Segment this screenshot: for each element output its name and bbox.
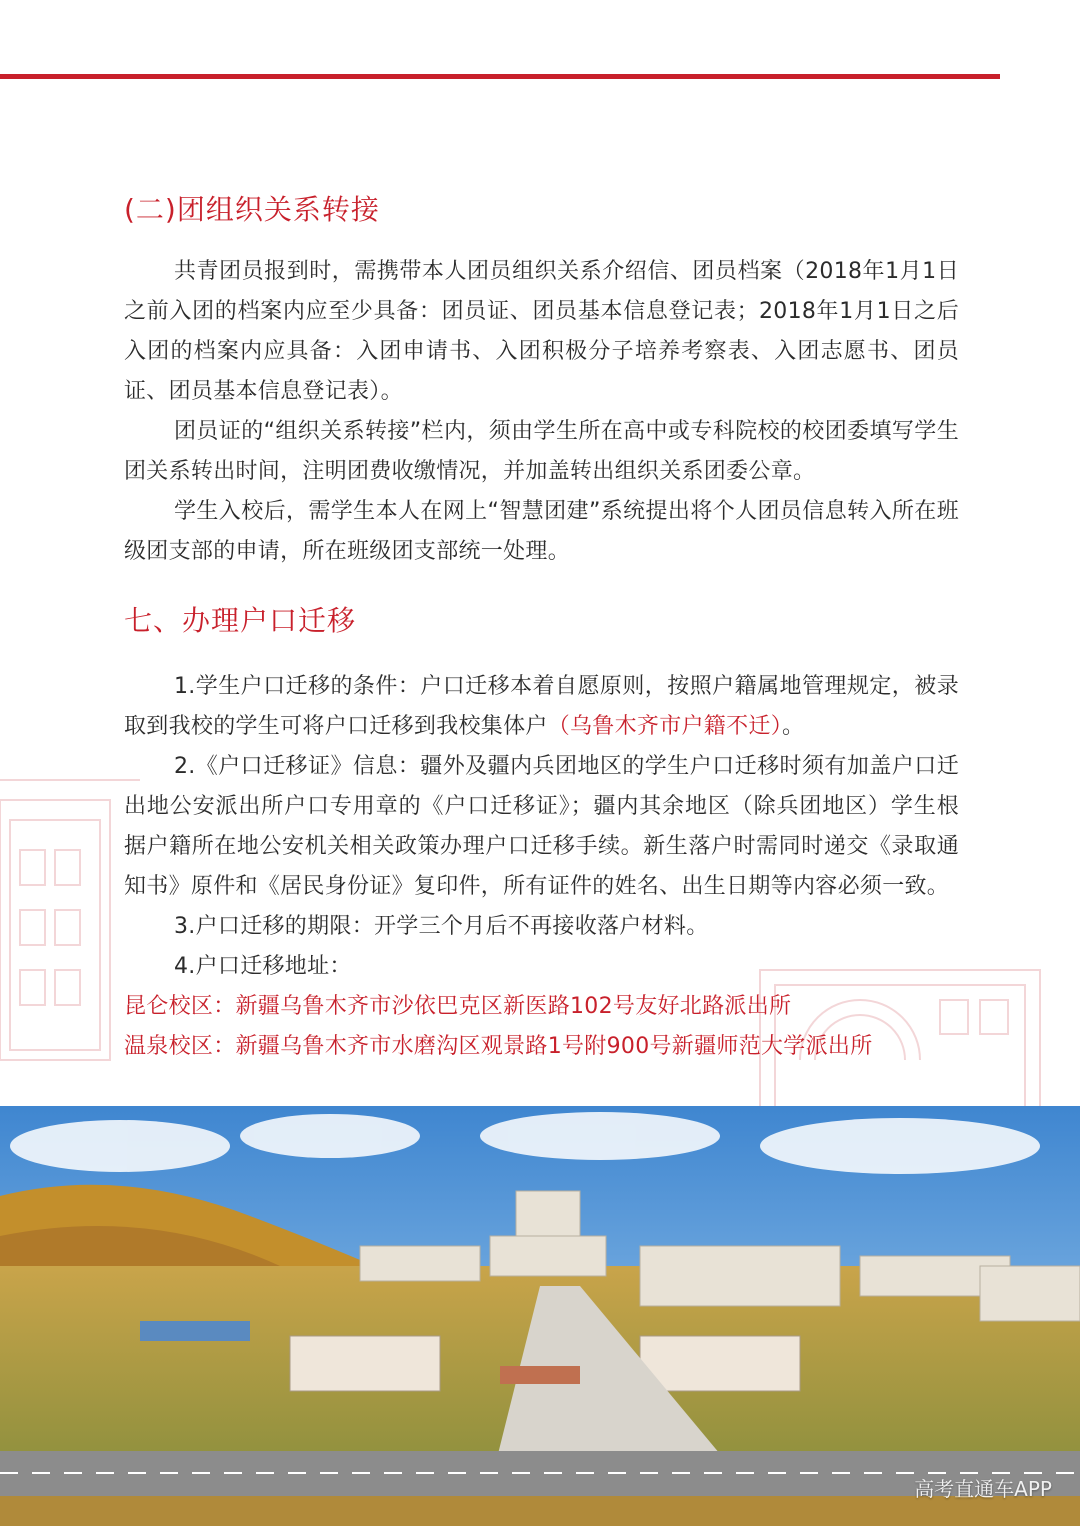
address-kunlun-campus: 昆仑校区：新疆乌鲁木齐市沙依巴克区新医路102号友好北路派出所 (124, 994, 792, 1019)
section-heading-league-transfer: (二)团组织关系转接 (124, 193, 380, 226)
conditions-text: 1.学生户口迁移的条件：户口迁移本着自愿原则，按照户籍属地管理规定，被录取到我校的学生可将户口迁移到我校集体户 (124, 674, 959, 739)
campus-aerial-photo (0, 1106, 1080, 1526)
paragraph-league-documents: 共青团员报到时，需携带本人团员组织关系介绍信、团员档案（2018年1月1日之前入团的档案内应至少具备：团员证、团员基本信息登记表；2018年1月1日之后入团的档案内应具备：入团申请书、入团积极分子培养考察表、入团志愿书、团员证、团员基本信息登记表）。 (124, 259, 959, 404)
top-red-rule (0, 74, 1000, 79)
campus-photo-illustration (0, 1106, 1080, 1526)
paragraph-transfer-conditions (124, 667, 959, 747)
paragraph-transfer-certificate: 2.《户口迁移证》信息：疆外及疆内兵团地区的学生户口迁移时须有加盖户口迁出地公安派出所户口专用章的《户口迁移证》；疆内其余地区（除兵团地区）学生根据户籍所在地公安机关相关政策办理户口迁移手续。新生落户时需同时递交《录取通知书》原件和《居民身份证》复印件，所有证件的姓名、出生日期等内容必须一致。 (124, 754, 959, 899)
paragraph-transfer-address-label: 4.户口迁移地址： (174, 954, 352, 979)
address-wenquan-campus: 温泉校区：新疆乌鲁木齐市水磨沟区观景路1号附900号新疆师范大学派出所 (124, 1034, 873, 1059)
paragraph-smart-league: 学生入校后，需学生本人在网上“智慧团建”系统提出将个人团员信息转入所在班级团支部的申请，所在班级团支部统一处理。 (124, 499, 959, 564)
section-heading-household-transfer: 七、办理户口迁移 (124, 604, 357, 637)
paragraph-transfer-deadline: 3.户口迁移的期限：开学三个月后不再接收落户材料。 (174, 914, 709, 939)
watermark-text: 高考直通车APP (914, 1477, 1052, 1501)
urumqi-note: （乌鲁木齐市户籍不迁） (547, 714, 783, 739)
paragraph-league-card: 团员证的“组织关系转接”栏内，须由学生所在高中或专科院校的校团委填写学生团关系转出时间，注明团费收缴情况，并加盖转出组织关系团委公章。 (124, 419, 959, 484)
conditions-end: 。 (782, 714, 805, 739)
main-content (124, 188, 959, 1067)
